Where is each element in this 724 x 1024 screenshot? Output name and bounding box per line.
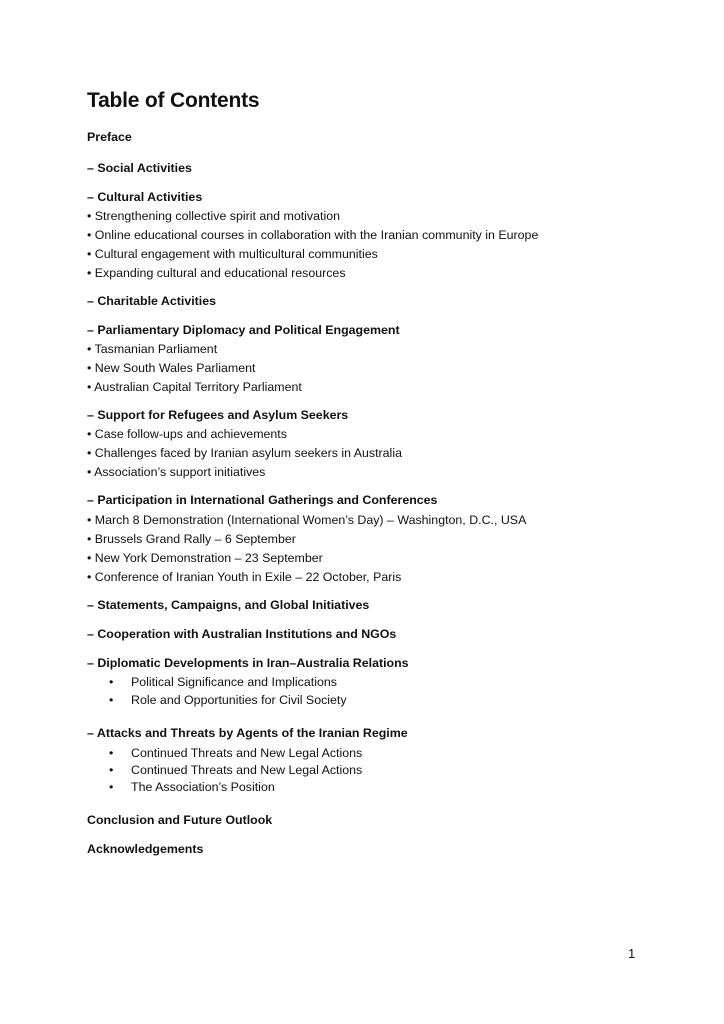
page-number: 1 [628,946,636,961]
toc-subentry-text: Political Significance and Implications [131,675,337,689]
toc-subentry[interactable]: • Tasmanian Parliament [87,342,218,356]
toc-subentry[interactable]: • Conference of Iranian Youth in Exile – 22 October, Paris [87,570,402,584]
toc-subentry[interactable]: • Australian Capital Territory Parliament [87,380,302,394]
toc-entry-acknowledgements[interactable]: Acknowledgements [87,842,204,856]
bullet-icon: • [109,746,114,760]
toc-subentry[interactable] [109,779,275,795]
bullet-icon: • [109,675,114,689]
toc-subentry[interactable]: • March 8 Demonstration (International Women’s Day) – Washington, D.C., USA [87,513,527,527]
toc-subentry[interactable]: • Brussels Grand Rally – 6 September [87,532,296,546]
toc-entry-cultural-activities[interactable]: – Cultural Activities [87,190,203,204]
toc-subentry[interactable] [109,692,347,708]
toc-subentry-text: The Association’s Position [131,780,275,794]
toc-subentry[interactable] [109,674,337,690]
toc-entry-cooperation[interactable]: – Cooperation with Australian Institutions and NGOs [87,627,397,641]
toc-entry-parliamentary-diplomacy[interactable]: – Parliamentary Diplomacy and Political Engagement [87,323,400,337]
toc-subentry[interactable]: • Strengthening collective spirit and motivation [87,209,340,223]
toc-subentry[interactable] [109,745,362,761]
toc-subentry[interactable]: • Case follow-ups and achievements [87,427,287,441]
toc-subentry[interactable]: • Online educational courses in collaboration with the Iranian community in Europe [87,228,539,242]
toc-subentry[interactable]: • Cultural engagement with multicultural communities [87,247,378,261]
page-title: Table of Contents [87,89,260,112]
toc-subentry[interactable]: • Challenges faced by Iranian asylum seekers in Australia [87,446,402,460]
bullet-icon: • [109,763,114,777]
toc-subentry[interactable]: • New South Wales Parliament [87,361,256,375]
toc-subentry-text: Continued Threats and New Legal Actions [131,763,363,777]
toc-entry-international-gatherings[interactable]: – Participation in International Gatherings and Conferences [87,493,438,507]
bullet-icon: • [109,780,114,794]
toc-entry-social-activities[interactable]: – Social Activities [87,161,192,175]
toc-entry-preface[interactable]: Preface [87,130,132,144]
toc-entry-conclusion[interactable]: Conclusion and Future Outlook [87,813,273,827]
toc-subentry[interactable]: • New York Demonstration – 23 September [87,551,323,565]
toc-entry-diplomatic-developments[interactable]: – Diplomatic Developments in Iran–Australia Relations [87,656,409,670]
toc-subentry-text: Role and Opportunities for Civil Society [131,693,347,707]
toc-entry-charitable-activities[interactable]: – Charitable Activities [87,294,217,308]
toc-entry-refugees-support[interactable]: – Support for Refugees and Asylum Seekers [87,408,349,422]
toc-entry-statements-campaigns[interactable]: – Statements, Campaigns, and Global Initiatives [87,598,370,612]
bullet-icon: • [109,693,114,707]
toc-subentry[interactable]: • Expanding cultural and educational resources [87,266,346,280]
toc-subentry[interactable] [109,762,362,778]
toc-entry-attacks-threats[interactable]: – Attacks and Threats by Agents of the Iranian Regime [87,726,408,740]
toc-subentry[interactable]: • Association’s support initiatives [87,465,266,479]
toc-subentry-text: Continued Threats and New Legal Actions [131,746,363,760]
